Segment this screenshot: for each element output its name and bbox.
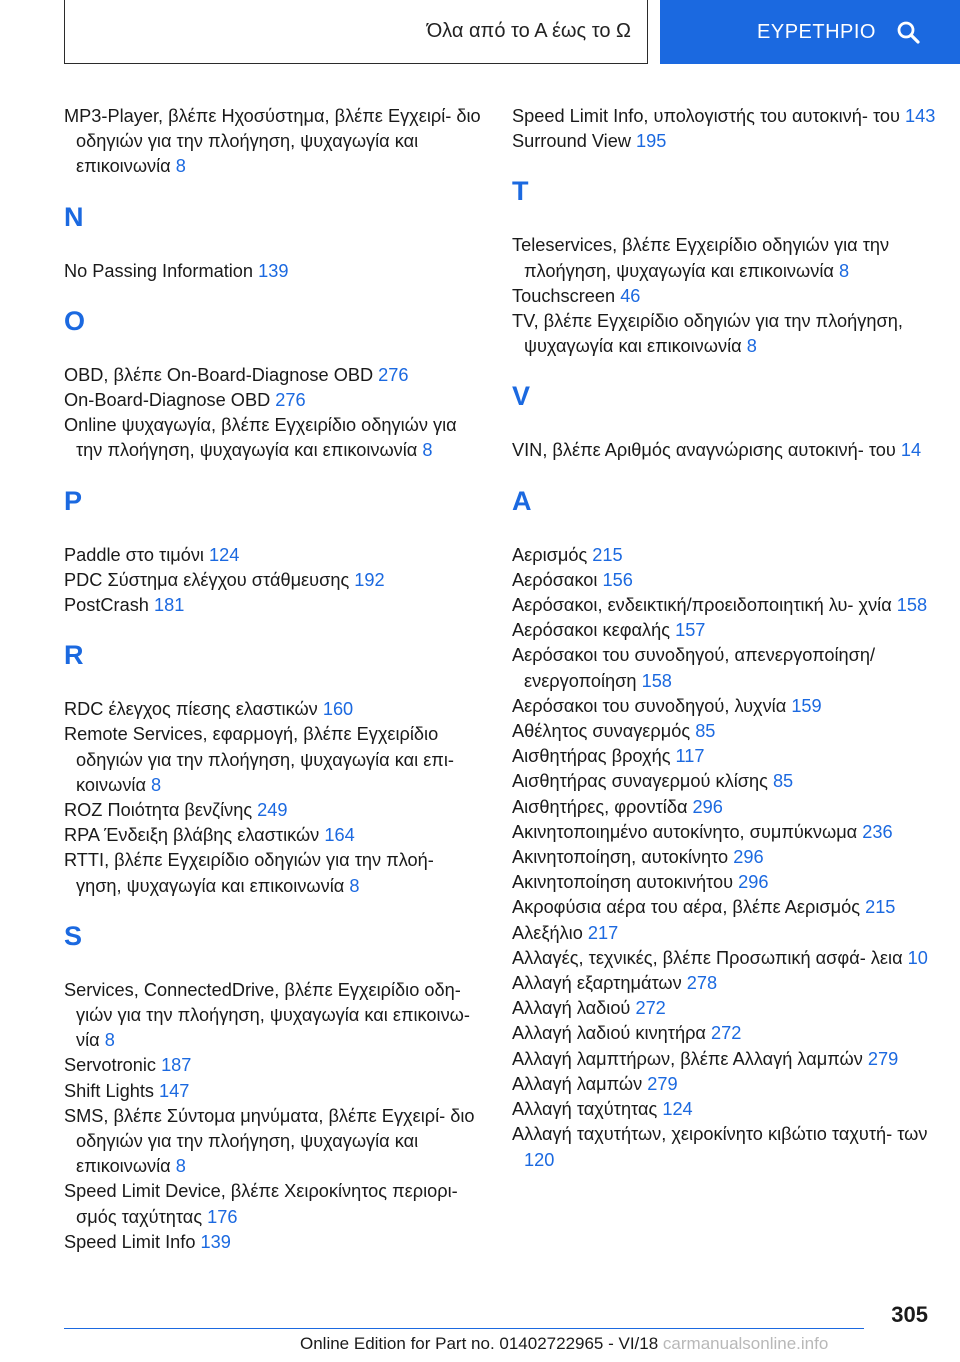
page-number: 305 xyxy=(891,1302,928,1327)
index-entry-text: Speed Limit Info xyxy=(64,1231,196,1252)
index-entry-text: Surround View xyxy=(512,131,631,152)
footer-edition: Online Edition for Part no. 01402722965 - VI/18 xyxy=(300,1334,659,1353)
index-entry-page-link[interactable]: 296 xyxy=(733,847,764,868)
index-entry xyxy=(512,820,942,845)
index-entry-page-link[interactable]: 276 xyxy=(378,364,409,385)
index-entry-text: Speed Limit Device, βλέπε Χειροκίνητος περιορι- σμός ταχύτητας xyxy=(64,1181,458,1227)
index-entry-page-link[interactable]: 215 xyxy=(865,897,896,918)
index-entry-page-link[interactable]: 8 xyxy=(175,1156,186,1177)
index-entry-text: Servotronic xyxy=(64,1055,156,1076)
index-entry xyxy=(512,1047,942,1072)
index-entry-text: Αερόσακοι xyxy=(512,569,598,590)
index-entry-text: PostCrash xyxy=(64,595,149,616)
index-entry xyxy=(512,643,942,693)
index-entry xyxy=(512,921,942,946)
index-entry-page-link[interactable]: 156 xyxy=(602,569,633,590)
index-entry xyxy=(64,259,484,284)
footer-divider xyxy=(64,1328,864,1329)
index-tab-label: ΕΥΡΕΤΗΡΙΟ xyxy=(757,20,876,43)
index-entry-page-link[interactable]: 217 xyxy=(587,922,619,943)
index-entry-text: Αερόσακοι του συνοδηγού, λυχνία xyxy=(512,695,787,716)
index-entry xyxy=(64,1230,484,1255)
index-entry-text: Αλλαγή ταχυτήτων, χειροκίνητο κιβώτιο ταχυτή- των xyxy=(512,1124,928,1145)
index-entry xyxy=(64,1079,484,1104)
footer-watermark: carmanualsonline.info xyxy=(662,1334,829,1353)
index-entry xyxy=(64,1104,484,1180)
index-entry-page-link[interactable]: 8 xyxy=(151,774,162,795)
index-entry-text: Teleservices, βλέπε Εγχειρίδιο οδηγιών για την πλοήγηση, ψυχαγωγία και επικοινωνία xyxy=(512,235,890,281)
index-entry-page-link[interactable]: 236 xyxy=(862,821,893,842)
index-entry xyxy=(64,798,484,823)
index-entry-text: Remote Services, εφαρμογή, βλέπε Εγχειρίδιο οδηγιών για την πλοήγηση, ψυχαγωγία και επι- κοινωνία xyxy=(64,724,454,795)
index-entry xyxy=(64,104,484,180)
index-entry-text: Αλλαγές, τεχνικές, βλέπε Προσωπική ασφά- λεια xyxy=(512,947,903,968)
index-entry-text: Ακινητοποίηση, αυτοκίνητο xyxy=(512,847,729,868)
index-entry-page-link[interactable]: 249 xyxy=(257,800,288,821)
index-entry xyxy=(512,1097,942,1122)
index-entry xyxy=(64,697,484,722)
index-entry xyxy=(64,722,484,798)
index-entry-page-link[interactable]: 215 xyxy=(592,544,623,565)
index-entry-page-link[interactable]: 279 xyxy=(647,1073,678,1094)
index-entry xyxy=(512,593,942,618)
index-entry-text: Touchscreen xyxy=(512,285,616,306)
index-entry-text: ROZ Ποιότητα βενζίνης xyxy=(64,800,253,821)
index-entry xyxy=(512,996,942,1021)
index-entry-page-link[interactable]: 124 xyxy=(662,1099,693,1120)
index-letter-heading: A xyxy=(512,485,532,516)
index-entry-page-link[interactable]: 278 xyxy=(686,973,718,994)
index-entry-page-link[interactable]: 8 xyxy=(838,260,850,281)
index-entry xyxy=(64,593,484,618)
index-entry-page-link[interactable]: 147 xyxy=(159,1080,190,1101)
index-entry xyxy=(512,946,942,971)
index-entry-page-link[interactable]: 181 xyxy=(153,595,185,616)
index-entry-text: No Passing Information xyxy=(64,260,254,281)
index-entry-text: OBD, βλέπε On-Board-Diagnose OBD xyxy=(64,364,374,385)
index-entry-page-link[interactable]: 157 xyxy=(675,620,706,641)
index-entry-text: Αλλαγή ταχύτητας xyxy=(512,1099,658,1120)
index-entry-page-link[interactable]: 158 xyxy=(896,595,928,616)
index-entry-page-link[interactable]: 139 xyxy=(258,260,289,281)
index-entry xyxy=(64,543,484,568)
index-entry-page-link[interactable]: 143 xyxy=(905,106,936,126)
index-entry-text: RPA Ένδειξη βλάβης ελαστικών xyxy=(64,825,320,846)
index-entry-page-link[interactable]: 120 xyxy=(524,1149,555,1170)
index-entry-text: VIN, βλέπε Αριθμός αναγνώρισης αυτοκινή- του xyxy=(512,440,896,461)
index-entry-text: Αισθητήρες, φροντίδα xyxy=(512,796,688,817)
index-entry xyxy=(512,233,942,283)
index-entry xyxy=(512,438,942,463)
index-entry-text: Αλλαγή λαμπτήρων, βλέπε Αλλαγή λαμπών xyxy=(512,1048,863,1069)
index-entry-text: SMS, βλέπε Σύντομα μηνύματα, βλέπε Εγχειρί- διο οδηγιών για την πλοήγηση, ψυχαγωγία και επικοινωνία xyxy=(64,1105,475,1177)
index-entry-page-link[interactable]: 192 xyxy=(354,569,385,590)
index-entry-page-link[interactable]: 158 xyxy=(641,670,672,691)
index-entry xyxy=(512,744,942,769)
index-entry xyxy=(512,795,942,820)
index-entry-text: Αλλαγή λαδιού xyxy=(512,998,631,1019)
index-entry-page-link[interactable]: 279 xyxy=(867,1048,899,1069)
index-entry-text: Αλλαγή λαμπών xyxy=(512,1073,643,1094)
index-entry xyxy=(512,845,942,870)
index-entry-page-link[interactable]: 8 xyxy=(349,875,360,896)
index-letter-heading: P xyxy=(64,485,83,516)
index-letter-heading: V xyxy=(512,381,531,412)
index-entry xyxy=(512,568,942,593)
index-entry xyxy=(512,129,942,154)
index-entry-text: Αερισμός xyxy=(512,544,588,565)
index-entry-page-link[interactable]: 85 xyxy=(772,771,794,792)
index-entry xyxy=(512,543,942,568)
index-entry-page-link[interactable]: 276 xyxy=(275,390,306,411)
index-entry xyxy=(512,895,942,920)
index-entry xyxy=(512,1122,942,1172)
index-entry-text: Αερόσακοι του συνοδηγού, απενεργοποίηση/ ενεργοποίηση xyxy=(512,645,876,691)
index-entry-text: Αλλαγή εξαρτημάτων xyxy=(512,973,682,994)
index-entry xyxy=(512,870,942,895)
index-entry-text: MP3-Player, βλέπε Ηχοσύστημα, βλέπε Εγχειρί- διο οδηγιών για την πλοήγηση, ψυχαγωγία και επικοινωνία xyxy=(64,106,481,177)
search-icon[interactable] xyxy=(896,20,920,44)
index-entry-text: Αθέλητος συναγερμός xyxy=(512,721,691,742)
index-entry-page-link[interactable]: 296 xyxy=(738,872,769,893)
index-entry-page-link[interactable]: 8 xyxy=(104,1030,115,1051)
index-entry-page-link[interactable]: 187 xyxy=(161,1055,192,1076)
index-tab[interactable] xyxy=(660,0,960,64)
index-letter-heading: S xyxy=(64,920,83,951)
index-entry-page-link[interactable]: 10 xyxy=(907,947,928,968)
index-entry-text: Αλεξήλιο xyxy=(512,922,583,943)
index-entry xyxy=(64,978,484,1054)
index-entry xyxy=(512,694,942,719)
index-entry-page-link[interactable]: 272 xyxy=(711,1023,742,1044)
index-entry-page-link[interactable]: 160 xyxy=(322,699,354,720)
index-entry-text: Ακινητοποιημένο αυτοκίνητο, συμπύκνωμα xyxy=(512,821,858,842)
index-entry-page-link[interactable]: 176 xyxy=(207,1206,238,1227)
index-entry xyxy=(512,769,942,794)
index-entry xyxy=(512,719,942,744)
index-entry xyxy=(64,363,484,388)
index-entry xyxy=(512,971,942,996)
index-entry xyxy=(64,1053,484,1078)
index-entry-page-link[interactable]: 139 xyxy=(200,1231,231,1252)
index-entry-page-link[interactable]: 195 xyxy=(636,131,667,152)
index-entry-page-link[interactable]: 117 xyxy=(675,746,705,767)
index-column-right xyxy=(512,104,942,1173)
alphabet-tab[interactable] xyxy=(64,0,648,64)
index-entry-text: Services, ConnectedDrive, βλέπε Εγχειρίδιο οδη- γιών για την πλοήγηση, ψυχαγωγία και επικοινω- νία xyxy=(64,979,470,1051)
index-entry-page-link[interactable]: 14 xyxy=(900,440,922,461)
index-letter-heading: O xyxy=(64,305,86,336)
index-entry-page-link[interactable]: 124 xyxy=(209,544,240,565)
index-entry-page-link[interactable]: 8 xyxy=(175,156,186,177)
index-entry-text: Ακροφύσια αέρα του αέρα, βλέπε Αερισμός xyxy=(512,897,861,918)
index-entry-text: Online ψυχαγωγία, βλέπε Εγχειρίδιο οδηγιών για την πλοήγηση, ψυχαγωγία και επικοινωνία xyxy=(64,415,457,461)
index-entry xyxy=(64,413,484,463)
index-entry xyxy=(512,309,942,359)
index-letter-heading: R xyxy=(64,640,84,671)
footer xyxy=(300,1334,960,1354)
alphabet-tab-label: Όλα από το Α έως το Ω xyxy=(426,20,631,42)
index-entry xyxy=(64,823,484,848)
index-entry-text: Ακινητοποίηση αυτοκινήτου xyxy=(512,872,734,893)
index-entry-page-link[interactable]: 8 xyxy=(422,440,433,461)
index-entry xyxy=(512,1072,942,1097)
index-entry-page-link[interactable]: 164 xyxy=(324,825,355,846)
index-entry-text: Speed Limit Info, υπολογιστής του αυτοκινή- του xyxy=(512,106,900,126)
index-entry-text: Αερόσακοι, ενδεικτική/προειδοποιητική λυ- χνία xyxy=(512,595,892,616)
index-entry-text: Αισθητήρας συναγερμού κλίσης xyxy=(512,771,768,792)
index-entry-text: Αλλαγή λαδιού κινητήρα xyxy=(512,1023,706,1044)
index-entry xyxy=(512,284,942,309)
index-entry-text: TV, βλέπε Εγχειρίδιο οδηγιών για την πλοήγηση, ψυχαγωγία και επικοινωνία xyxy=(512,311,903,357)
index-entry-page-link[interactable]: 46 xyxy=(620,285,641,306)
index-letter-heading: N xyxy=(64,201,84,232)
index-entry-text: Αισθητήρας βροχής xyxy=(512,746,671,767)
index-entry xyxy=(64,388,484,413)
index-entry-page-link[interactable]: 8 xyxy=(746,336,757,357)
index-entry-page-link[interactable]: 159 xyxy=(791,695,822,716)
index-entry xyxy=(64,848,484,898)
index-entry xyxy=(512,1021,942,1046)
index-entry-text: Paddle στο τιμόνι xyxy=(64,544,204,565)
index-entry xyxy=(64,1179,484,1229)
index-column-left xyxy=(64,104,484,1255)
index-entry xyxy=(512,618,942,643)
index-entry-text: Αερόσακοι κεφαλής xyxy=(512,620,671,641)
index-entry-page-link[interactable]: 85 xyxy=(695,721,716,742)
index-entry-text: PDC Σύστημα ελέγχου στάθμευσης xyxy=(64,569,350,590)
index-entry xyxy=(64,568,484,593)
index-entry-page-link[interactable]: 296 xyxy=(692,796,723,817)
index-entry-text: On-Board-Diagnose OBD xyxy=(64,390,271,411)
index-entry-page-link[interactable]: 272 xyxy=(635,998,666,1019)
index-entry-text: RTTI, βλέπε Εγχειρίδιο οδηγιών για την πλοή- γηση, ψυχαγωγία και επικοινωνία xyxy=(64,850,434,896)
index-entry-text: RDC έλεγχος πίεσης ελαστικών xyxy=(64,699,318,720)
index-letter-heading: T xyxy=(512,176,529,207)
index-entry xyxy=(512,104,942,129)
index-entry-text: Shift Lights xyxy=(64,1080,154,1101)
